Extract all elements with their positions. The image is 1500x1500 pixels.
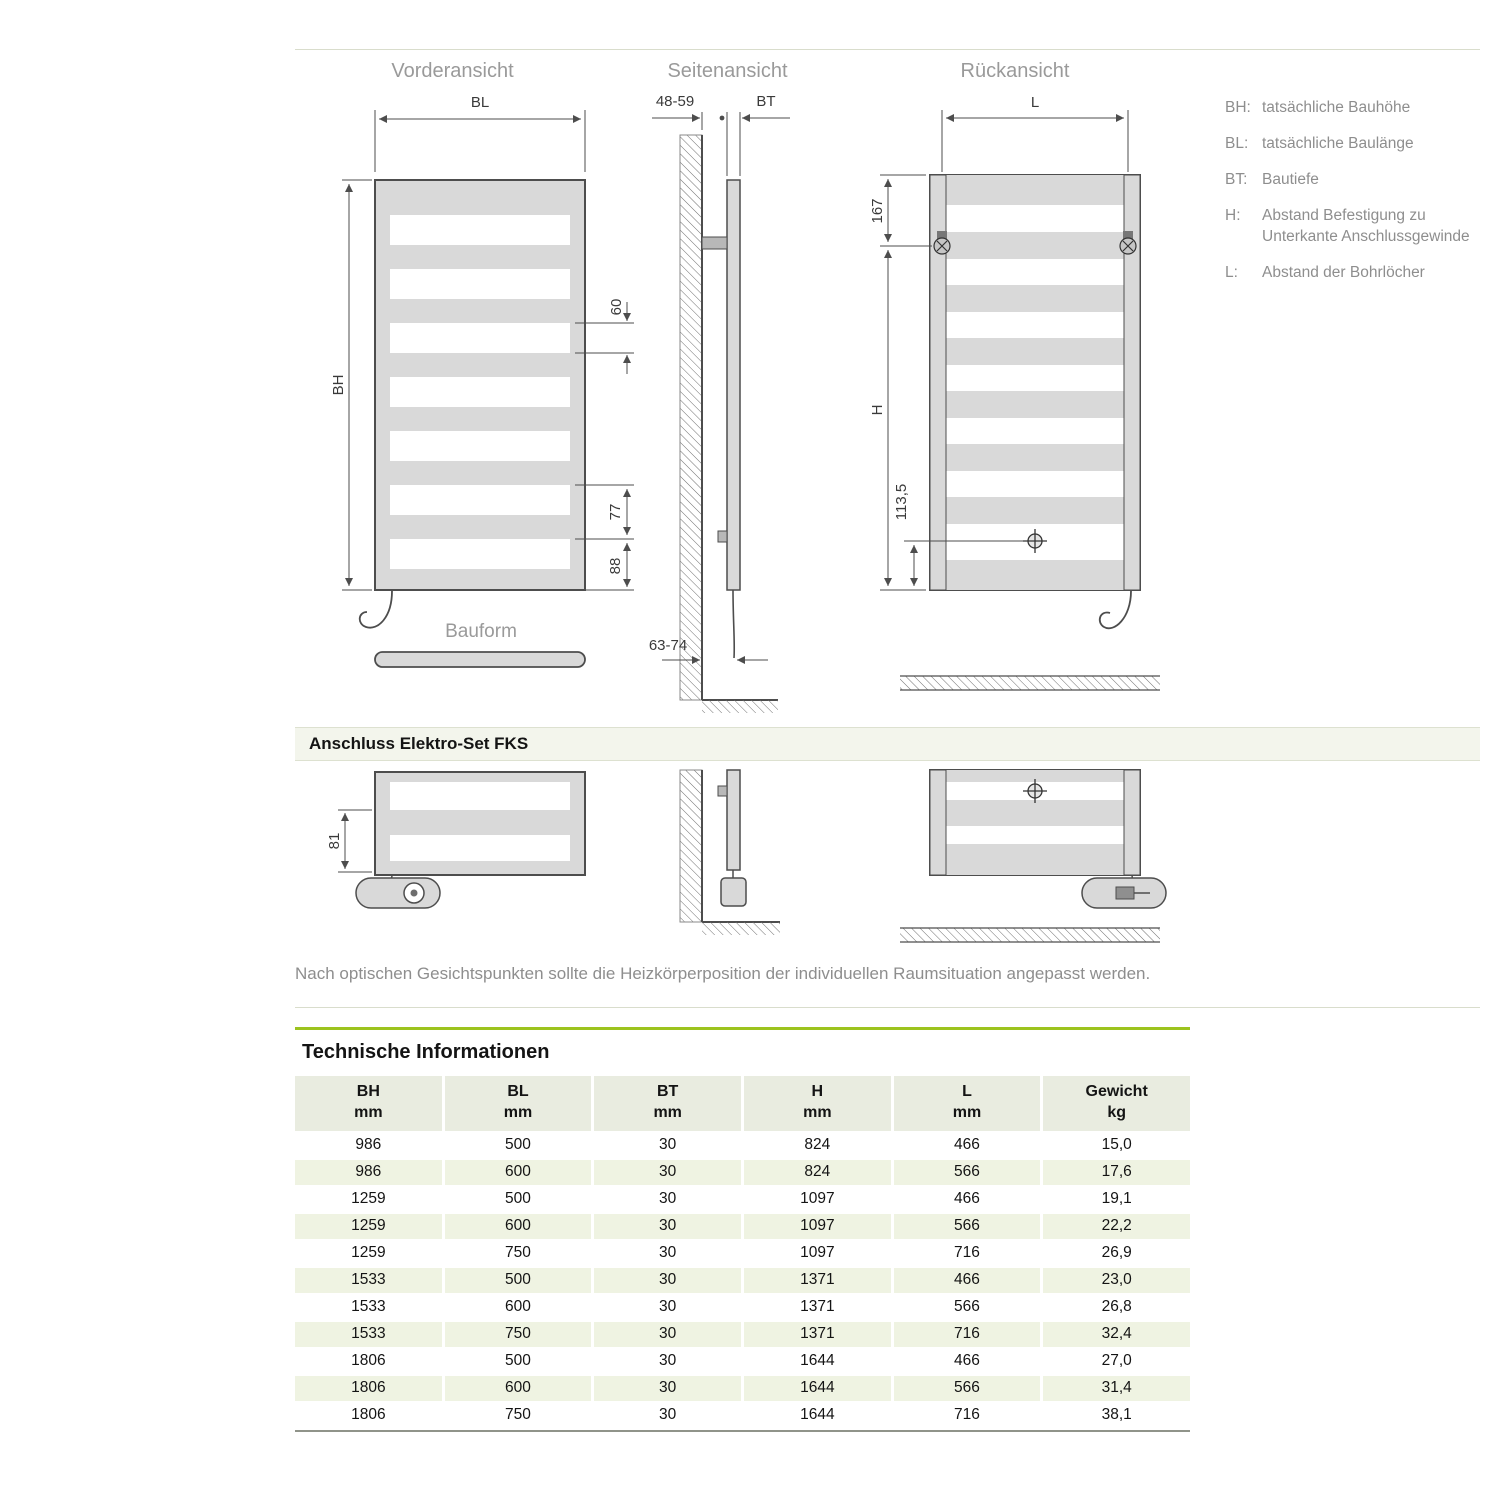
table-cell: 986 [295,1160,442,1185]
table-cell: 1533 [295,1322,442,1347]
top-divider [295,49,1480,50]
table-row [295,1241,1190,1266]
table-header-cell: BL mm [445,1076,592,1131]
table-cell: 986 [355,1136,382,1154]
table-cell: 15,0 [1101,1136,1132,1154]
table-cell: 1644 [800,1352,835,1370]
table-cell: 1097 [800,1190,835,1208]
dim-label-60: 60 [608,298,625,316]
table-cell: 1533 [351,1298,386,1316]
table-cell: 30 [659,1190,677,1208]
fks-plug-unit [1082,878,1166,908]
table-row [295,1349,1190,1374]
side-radiator-body [727,180,740,590]
legend [1225,98,1480,299]
table-cell: 566 [894,1376,1041,1401]
table-cell: 30 [659,1136,677,1154]
table-cell: 600 [445,1376,592,1401]
table-cell: 1806 [351,1406,386,1424]
table-row [295,1295,1190,1320]
table-row [295,1403,1190,1428]
table-header-cell: Gewicht kg [1043,1076,1190,1131]
dim-label-113-5: 113,5 [893,483,910,521]
table-cell: 566 [894,1160,1041,1185]
legend-key: BH: [1225,99,1251,116]
bauform-label: Bauform [445,621,517,642]
technical-table [295,1076,1190,1432]
table-cell: 30 [659,1298,677,1316]
table-cell: 1259 [351,1244,386,1262]
front-view-title: Vorderansicht [391,60,514,82]
table-cell: 17,6 [1043,1160,1190,1185]
legend-key: H: [1225,206,1241,224]
side-view-title: Seitenansicht [667,60,788,82]
table-cell: 19,1 [1101,1190,1132,1208]
table-cell: 566 [954,1298,980,1316]
front-view-drawing [330,94,634,667]
legend-key: L: [1225,263,1238,281]
table-header-row [295,1076,1190,1131]
table-cell: 466 [894,1268,1041,1293]
table-cell: 566 [894,1214,1041,1239]
table-cell: 824 [804,1136,831,1154]
legend-item [1225,98,1480,119]
rear-view-title: Rückansicht [960,60,1070,82]
table-cell: 27,0 [1101,1352,1132,1370]
floor-hatch [702,922,780,935]
table-cell: 750 [505,1406,531,1424]
table-cell: 500 [445,1268,592,1293]
table-cell: 500 [505,1136,531,1154]
table-cell: 466 [954,1352,980,1370]
table-cell: 500 [505,1352,531,1370]
legend-text: tatsächliche Baulänge [1262,134,1414,152]
wall-hatch [680,770,702,922]
table-cell: 26,8 [1101,1298,1132,1316]
dim-label-l: L [1030,94,1040,111]
mid-divider [295,1007,1480,1008]
fks-control-unit [356,878,440,908]
table-cell: 600 [445,1214,592,1239]
dim-label-167: 167 [869,198,886,224]
table-cell: 26,9 [1101,1244,1132,1262]
table-cell: 30 [594,1214,741,1239]
elektro-side-diagram [680,770,780,935]
table-cell: 1806 [295,1376,442,1401]
bauform-profile [375,652,585,667]
table-cell: 22,2 [1043,1214,1190,1239]
dim-label-48-59: 48-59 [655,93,695,110]
legend-key: BT: [1225,170,1248,188]
table-cell: 1371 [744,1322,891,1347]
elektro-front-diagram [326,772,585,908]
table-cell: 1371 [744,1268,891,1293]
floor-hatch [900,676,1160,690]
table-body [295,1133,1190,1428]
table-cell: 30 [594,1376,741,1401]
table-cell: 716 [954,1244,980,1262]
elektro-section-title: Anschluss Elektro-Set FKS [309,734,529,753]
table-row [295,1376,1190,1401]
table-cell: 824 [744,1160,891,1185]
table-cell: 30 [594,1160,741,1185]
legend-item [1225,206,1480,248]
table-cell: 466 [954,1136,980,1154]
legend-key: BL: [1225,134,1249,152]
table-cell: 600 [505,1298,531,1316]
side-mounting-bracket [702,237,727,249]
legend-item [1225,263,1480,284]
table-cell: 30 [594,1322,741,1347]
table-cell: 30 [659,1406,677,1424]
dim-label-63-74: 63-74 [648,637,688,654]
wall-hatch [680,135,702,700]
table-cell: 600 [445,1160,592,1185]
front-cable [360,591,392,628]
table-cell: 1259 [295,1214,442,1239]
elektro-rear-diagram [900,770,1166,942]
table-row [295,1187,1190,1212]
table-cell: 1644 [744,1376,891,1401]
side-view-drawing [649,93,790,713]
dim-label-88: 88 [607,557,624,575]
table-cell: 500 [505,1190,531,1208]
table-cell: 1371 [800,1298,835,1316]
table-cell: 38,1 [1101,1406,1132,1424]
table-title: Technische Informationen [302,1041,550,1063]
table-row [295,1214,1190,1239]
table-cell: 30 [594,1268,741,1293]
table-cell: 1644 [800,1406,835,1424]
elektro-set-drawing [295,765,1190,965]
legend-item [1225,170,1480,191]
legend-text: Abstand der Bohrlöcher [1262,263,1425,281]
table-header-cell: L mm [894,1076,1041,1131]
table-cell: 30 [659,1244,677,1262]
dim-label-bh: BH [330,374,347,396]
floor-hatch [900,928,1160,942]
rear-view-drawing [869,94,1160,690]
table-cell: 1097 [800,1244,835,1262]
dim-label-77: 77 [607,503,624,521]
position-note: Nach optischen Gesichtspunkten sollte die Heizkörperposition der individuellen Raumsituation angepasst werden. [295,964,1151,983]
table-cell: 32,4 [1043,1322,1190,1347]
table-row [295,1268,1190,1293]
table-cell: 750 [445,1322,592,1347]
legend-text: Abstand Befestigung zu Unterkante Anschlussgewinde [1262,206,1470,245]
table-cell: 1806 [351,1352,386,1370]
floor-hatch [702,700,778,713]
table-header-cell: H mm [744,1076,891,1131]
table-row [295,1133,1190,1158]
table-row [295,1322,1190,1347]
table-cell: 1097 [744,1214,891,1239]
heating-element [721,878,746,906]
dim-label-bt: BT [756,93,776,110]
table-cell: 1533 [295,1268,442,1293]
technical-info-section [295,1027,1190,1432]
rear-cable [1100,591,1131,628]
table-cell: 716 [954,1406,980,1424]
table-cell: 750 [505,1244,531,1262]
table-row [295,1160,1190,1185]
table-cell: 1259 [351,1190,386,1208]
section-accent-rule [295,1027,1190,1030]
table-cell: 30 [659,1352,677,1370]
dim-label-bl: BL [470,94,490,111]
legend-text: tatsächliche Bauhöhe [1262,99,1411,116]
dim-label-h: H [869,404,886,416]
side-valve [718,531,727,542]
technical-drawing [295,55,1190,720]
elektro-section-bar [295,727,1480,761]
legend-text: Bautiefe [1262,170,1319,188]
dim-label-81: 81 [326,832,343,850]
legend-item [1225,134,1480,155]
table-header-cell: BH mm [295,1076,442,1131]
side-cable [733,590,734,658]
table-cell: 31,4 [1043,1376,1190,1401]
table-header-cell: BT mm [594,1076,741,1131]
table-cell: 23,0 [1043,1268,1190,1293]
table-cell: 716 [894,1322,1041,1347]
table-cell: 466 [954,1190,980,1208]
